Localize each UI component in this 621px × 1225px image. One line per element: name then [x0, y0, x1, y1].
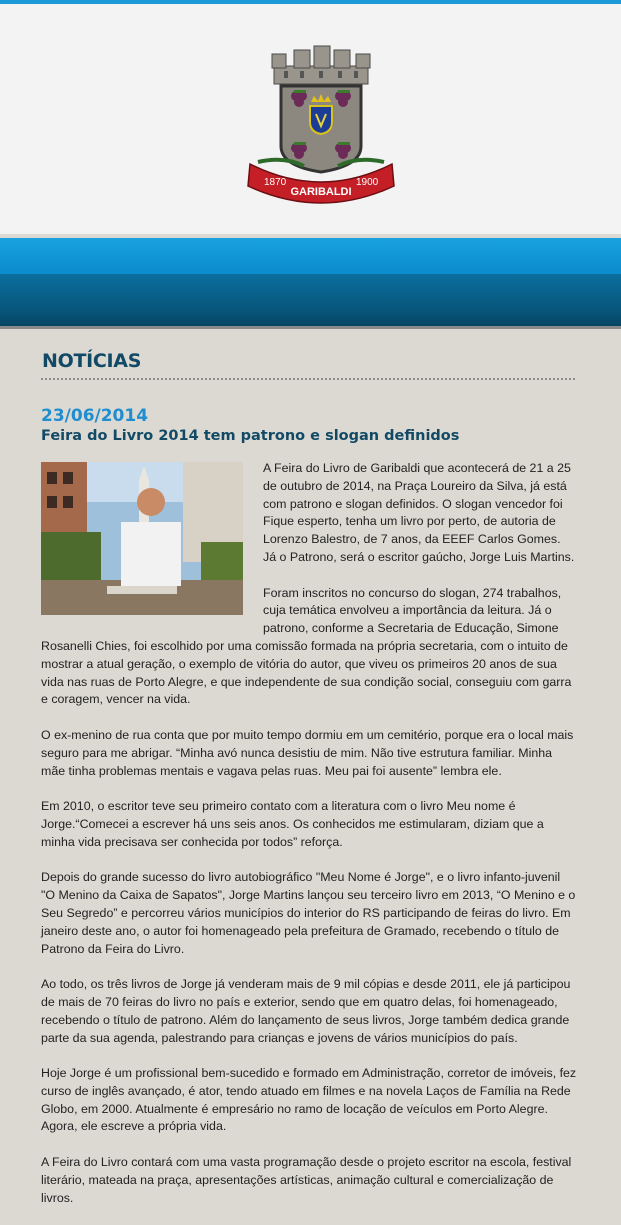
article-paragraph: Foram inscritos no concurso do slogan, 274 trabalhos, cuja temática envolveu a importância da leitura. Já o patrono, conforme a Secretaria de Educação, Simone Rosanelli Chies, foi escolhido por uma comissão formada na própria secretaria, com o intuito de mostrar a atual geração, o exemplo de vitória do autor, que viveu os primeiros 20 anos de sua vida nas ruas de Porto Alegre, e que independente de sua condição social, conseguiu com garra e coragem, vencer na vida.	[41, 585, 572, 707]
article-paragraph: A Feira do Livro contará com uma vasta programação desde o projeto escritor na escola, festival literário, mateada na praça, apresentações artísticas, animação cultural e comercialização de livros.	[41, 1155, 572, 1205]
section-title: NOTÍCIAS	[42, 350, 142, 372]
post-title[interactable]: Feira do Livro 2014 tem patrono e slogan definidos	[41, 428, 460, 444]
post-date[interactable]: 23/06/2014	[41, 406, 149, 426]
article-paragraph: O ex-menino de rua conta que por muito tempo dormiu em um cemitério, porque era o local mais seguro para me abrigar. “Minha avó nunca desistiu de mim. Não tive estrutura familiar. Minha mãe tinha problemas mentais e vagava pelas ruas. Meu pai foi ausente” lembra ele.	[41, 727, 574, 778]
garibaldi-coat-of-arms-icon[interactable]	[244, 44, 398, 204]
crest-name: GARIBALDI	[290, 186, 352, 198]
site-header	[0, 0, 621, 234]
header-band-dark	[0, 274, 621, 329]
crest-year-left: 1870	[264, 177, 287, 188]
crest-year-right: 1900	[356, 177, 379, 188]
article-paragraph: A Feira do Livro de Garibaldi que acontecerá de 21 a 25 de outubro de 2014, na Praça Loureiro da Silva, já está com patrono e slogan definidos. O slogan vencedor foi Fique esperto, tenha um livro por perto, de autoria de Lorenzo Balestro, de 7 anos, da EEEF Carlos Gomes. Já o Patrono, será o escritor gaúcho, Jorge Luis Martins.	[263, 461, 575, 564]
article-body	[41, 460, 577, 1207]
header-band-light	[0, 238, 621, 274]
article-paragraph: Hoje Jorge é um profissional bem-sucedido e formado em Administração, corretor de imóveis, fez curso de inglês avançado, é ator, tendo atuado em filmes e na novela Laços de Família na Rede Globo, em 2000. Atualmente é empresário no ramo de locação de veículos em Porto Alegre. Agora, ele escreve a própria vida.	[41, 1066, 577, 1134]
article-paragraph: Ao todo, os três livros de Jorge já venderam mais de 9 mil cópias e desde 2011, ele já participou de mais de 70 feiras do livro no país e exterior, sendo que em quatro delas, foi homenageado, recebendo o título de patrono. Além do lançamento de seus livros, Jorge também dedica grande parte da sua agenda, palestrando para crianças e jovens de vários municípios do país.	[41, 977, 571, 1045]
section-divider	[41, 378, 575, 380]
main-content	[41, 340, 577, 1225]
article-paragraph: Em 2010, o escritor teve seu primeiro contato com a literatura com o livro Meu nome é Jorge.“Comecei a escrever há uns seis anos. Os conhecidos me estimularam, diziam que a minha vida precisava ser conhecida por todos” reforça.	[41, 799, 544, 849]
article-paragraph: Depois do grande sucesso do livro autobiográfico "Meu Nome é Jorge", e o livro infanto-juvenil "O Menino da Caixa de Sapatos", Jorge Martins lançou seu terceiro livro em 2013, “O Menino e o Seu Segredo” e percorreu vários municípios do interior do RS participando de feiras do livro. Em janeiro deste ano, o autor foi homenageado pela prefeitura de Gramado, recebendo o título de Patrono da Feira do Livro.	[41, 870, 576, 956]
writer-photo-icon[interactable]	[41, 462, 243, 615]
